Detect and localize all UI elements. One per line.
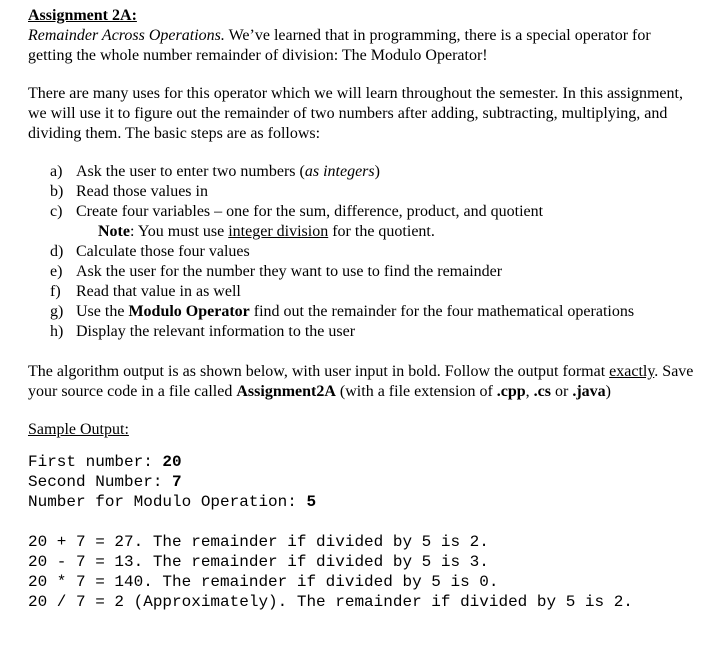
output-instructions-paragraph	[28, 362, 696, 402]
step-text: Read those values in	[76, 183, 208, 200]
step-text-rest: find out the remainder for the four mathematical operations	[249, 303, 635, 320]
sample-input: 7	[172, 473, 182, 491]
step-text: Display the relevant information to the user	[76, 323, 356, 340]
filename-bold: Assignment2A	[236, 383, 336, 400]
sample-line-2	[28, 472, 696, 492]
step-text: Calculate those four values	[76, 243, 250, 260]
note-text: : You must use	[129, 223, 229, 240]
instructions-text: . Save your source code in a file called	[28, 363, 694, 400]
result-line-div: 20 / 7 = 2 (Approximately). The remainder if divided by 5 is 2.	[28, 593, 633, 611]
step-text: Ask the user to enter two numbers (	[76, 163, 305, 180]
exactly-underlined: exactly	[609, 363, 655, 380]
intro-text: We’ve learned that in programming, there is a special operator for getting the whole number remainder of division: The Modulo Operator!	[28, 27, 651, 64]
step-text: Use the	[76, 303, 129, 320]
sample-input: 5	[306, 493, 317, 511]
assignment-document	[28, 6, 696, 612]
assignment-heading: Assignment 2A:	[28, 7, 137, 24]
step-a	[50, 162, 696, 182]
description-paragraph: There are many uses for this operator which we will learn throughout the semester. In this assignment, we will use it to figure out the remainder of two numbers after adding, subtracting, multiplying, and dividing them. The basic steps are as follows:	[28, 85, 683, 142]
intro-paragraph	[28, 26, 696, 66]
instructions-text: ,	[525, 383, 534, 400]
sample-prompt: First number:	[28, 453, 163, 471]
ext-cs: .cs	[533, 383, 551, 400]
steps-list	[28, 162, 696, 342]
step-marker: d)	[50, 243, 64, 260]
step-marker: b)	[50, 183, 64, 200]
result-line-mul: 20 * 7 = 140. The remainder if divided by 5 is 0.	[28, 573, 499, 591]
result-line-sub: 20 - 7 = 13. The remainder if divided by 5 is 3.	[28, 553, 489, 571]
step-d	[50, 242, 696, 262]
step-italic: as integers	[304, 163, 375, 180]
step-text: Read that value in as well	[76, 283, 241, 300]
note-label: Note	[98, 223, 130, 240]
step-b	[50, 182, 696, 202]
step-g	[50, 302, 696, 322]
step-text: Create four variables – one for the sum, difference, product, and quotient	[76, 203, 544, 220]
step-c	[50, 202, 696, 222]
sample-output-heading: Sample Output:	[28, 421, 129, 438]
sample-line-3	[28, 492, 696, 512]
modulo-operator-bold: Modulo Operator	[128, 303, 250, 320]
instructions-text: (with a file extension of	[335, 383, 497, 400]
instructions-text: or	[551, 383, 573, 400]
sample-line-1	[28, 452, 696, 472]
step-marker: h)	[50, 323, 64, 340]
step-close: )	[374, 163, 380, 180]
ext-cpp: .cpp	[496, 383, 526, 400]
step-text: Ask the user for the number they want to use to find the remainder	[76, 263, 503, 280]
ext-java: .java	[572, 383, 606, 400]
integer-division-text: integer division	[228, 223, 329, 240]
step-marker: a)	[50, 163, 63, 180]
sample-prompt: Number for Modulo Operation:	[28, 493, 307, 511]
step-f	[50, 282, 696, 302]
note-end: for the quotient.	[328, 223, 435, 240]
step-marker: c)	[50, 203, 63, 220]
instructions-text: )	[605, 383, 611, 400]
step-marker: f)	[50, 283, 61, 300]
sample-prompt: Second Number:	[28, 473, 173, 491]
step-e	[50, 262, 696, 282]
step-marker: g)	[50, 303, 64, 320]
step-h	[50, 322, 696, 342]
result-line-add: 20 + 7 = 27. The remainder if divided by 5 is 2.	[28, 533, 489, 551]
instructions-text: The algorithm output is as shown below, with user input in bold. Follow the output format	[28, 363, 610, 380]
intro-italic-title: Remainder Across Operations.	[28, 27, 225, 44]
step-marker: e)	[50, 263, 63, 280]
sample-input: 20	[162, 453, 182, 471]
step-c-note	[50, 222, 696, 242]
